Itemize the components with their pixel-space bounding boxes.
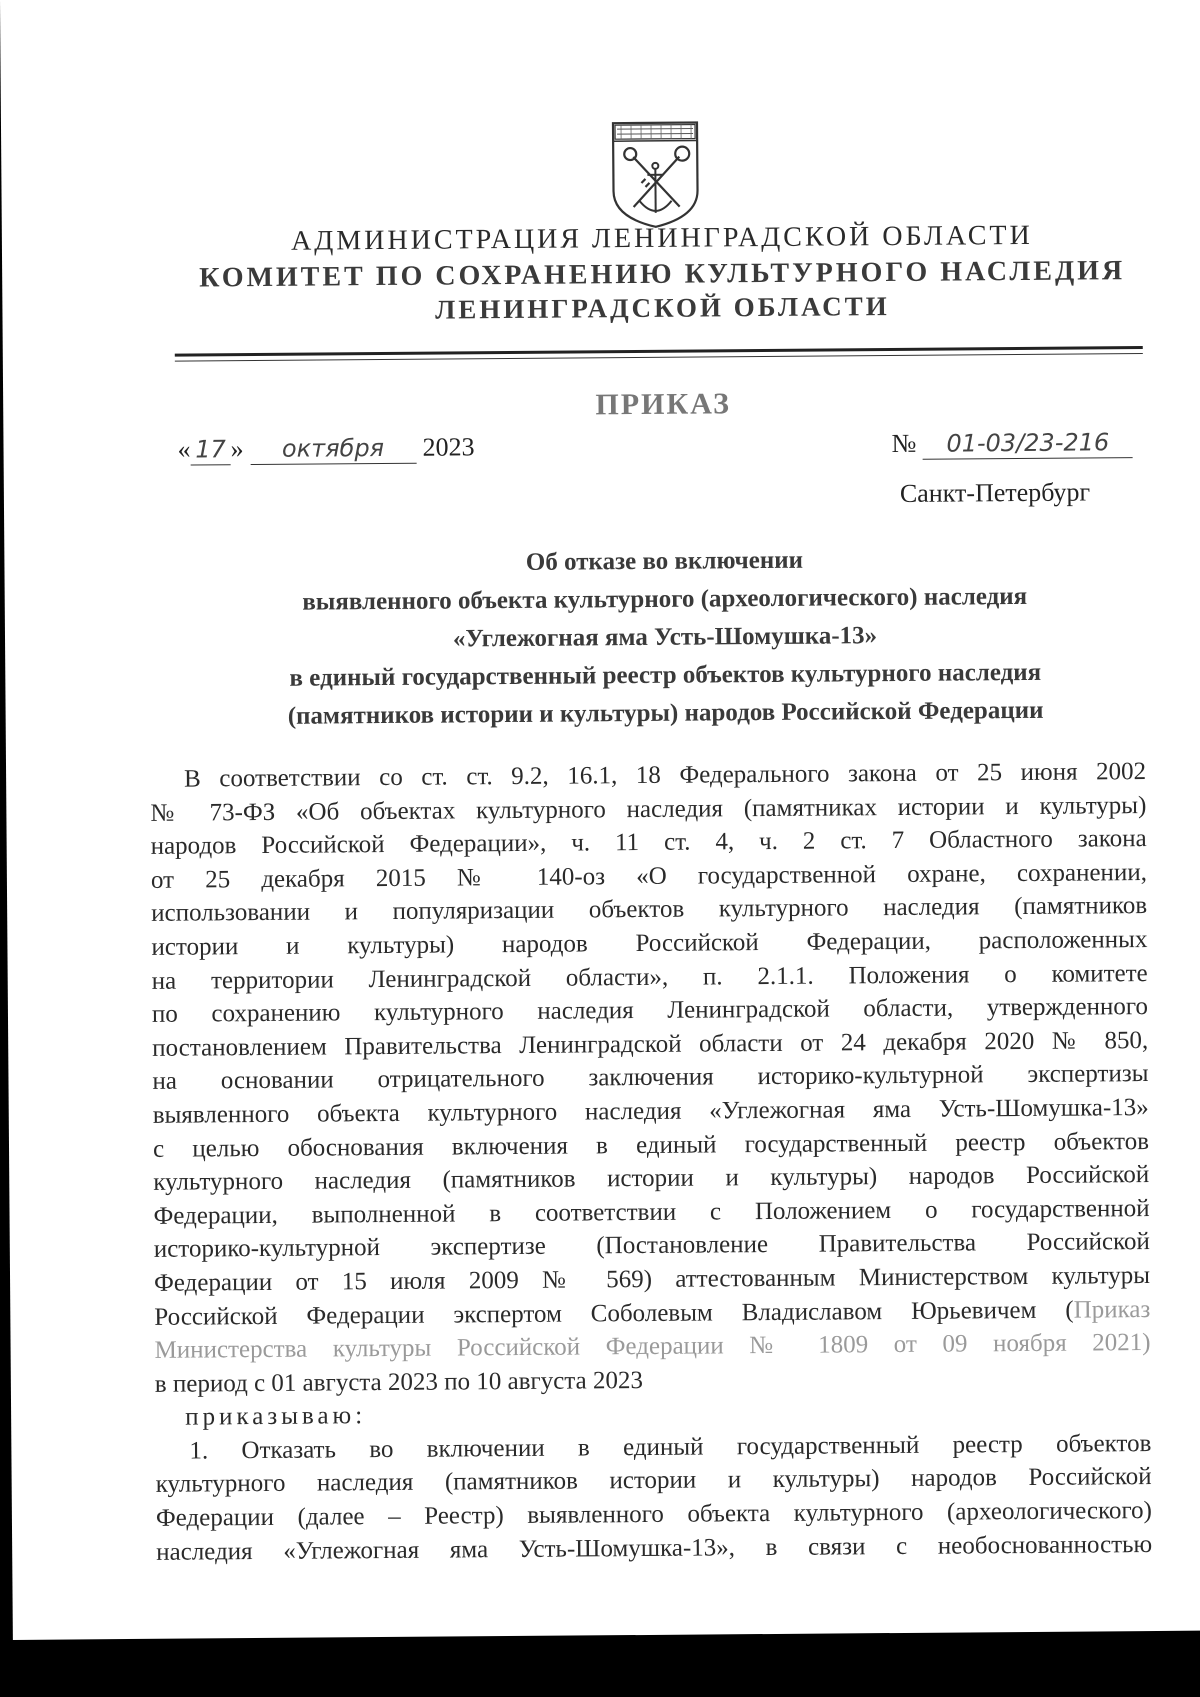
body-line: на территории Ленинградской области», п. 2.1.1. Положения о комитете	[151, 959, 1148, 995]
body-line: Федерации, выполненной в соответствии с Положением о государственной	[153, 1194, 1150, 1230]
order-word: приказываю:	[185, 1402, 367, 1431]
subject-line: Об отказе во включении	[525, 546, 804, 576]
body-line: от 25 декабря 2015 № 140-оз «О государственной охране, сохранении,	[150, 858, 1147, 894]
item-line: 1. Отказать во включении в единый государственный реестр объектов	[189, 1429, 1152, 1465]
body-line: В соответствии со ст. ст. 9.2, 16.1, 18 Федерального закона от 25 июня 2002	[184, 758, 1147, 793]
item-line: наследия «Углежогная яма Усть-Шомушка-13», в связи с необоснованностью	[156, 1530, 1153, 1566]
body-line: Федерации от 15 июля 2009 № 569) аттестованным Министерством культуры	[153, 1261, 1151, 1297]
date-open-quote: «	[177, 434, 191, 464]
body-line: истории и культуры) народов Российской Федерации, расположенных	[151, 925, 1148, 961]
body-line: народов Российской Федерации», ч. 11 ст. 4, ч. 2 ст. 7 Областного закона	[150, 825, 1147, 861]
body-line: с целью обоснования включения в единый государственный реестр объектов	[152, 1127, 1150, 1163]
coat-of-arms-emblem	[607, 116, 704, 229]
subject-line: «Углежогная яма Усть-Шомушка-13»	[452, 622, 878, 653]
number-sign: №	[891, 428, 917, 459]
document-body	[150, 755, 1152, 1569]
body-text-faded: Приказ	[1073, 1295, 1151, 1324]
date-day: 17	[190, 434, 230, 465]
body-text: Российской Федерации экспертом Соболевым Владиславом Юрьевичем (	[154, 1296, 1074, 1331]
body-line: историко-культурной экспертизе (Постановление Правительства Российской	[153, 1228, 1150, 1264]
subject-line: в единый государственный реестр объектов культурного наследия	[289, 658, 1042, 692]
body-line: выявленного объекта культурного наследия «Углежогная яма Усть-Шомушка-13»	[152, 1093, 1149, 1129]
document-date	[177, 432, 474, 465]
date-month: октября	[250, 433, 416, 465]
item-line: культурного наследия (памятников истории и культуры) народов Российской	[155, 1463, 1152, 1499]
body-line: на основании отрицательного заключения историко-культурной экспертизы	[152, 1060, 1149, 1096]
document-subject	[4, 538, 1200, 738]
body-line: использовании и популяризации объектов культурного наследия (памятников	[151, 892, 1148, 928]
subject-line: (памятников истории и культуры) народов Российской Федерации	[287, 696, 1044, 730]
document-number	[891, 427, 1133, 460]
date-close-quote: »	[230, 434, 244, 464]
body-line: по сохранению культурного наследия Ленинградской области, утвержденного	[151, 993, 1149, 1028]
body-line: в период с 01 августа 2023 по 10 августа 2023	[154, 1366, 644, 1398]
header-committee: КОМИТЕТ ПО СОХРАНЕНИЮ КУЛЬТУРНОГО НАСЛЕДИЯ	[199, 255, 1126, 294]
body-line: постановлением Правительства Ленинградской области от 24 декабря 2020 № 850,	[152, 1026, 1149, 1062]
number-value: 01-03/23-216	[923, 427, 1133, 460]
header-region: ЛЕНИНГРАДСКОЙ ОБЛАСТИ	[435, 291, 890, 325]
body-line-faded: Министерства культуры Российской Федерации № 1809 от 09 ноября 2021)	[154, 1329, 1151, 1364]
item-line: Федерации (далее – Реестр) выявленного объекта культурного (археологического)	[155, 1497, 1153, 1532]
header-administration: АДМИНИСТРАЦИЯ ЛЕНИНГРАДСКОЙ ОБЛАСТИ	[290, 219, 1033, 257]
body-line: культурного наследия (памятников истории и культуры) народов Российской	[153, 1161, 1150, 1196]
date-year: 2023	[422, 432, 475, 462]
body-line: № 73-ФЗ «Об объектах культурного наследия (памятниках истории и культуры)	[150, 791, 1147, 827]
document-city: Санкт-Петербург	[899, 477, 1091, 508]
document-type-title: ПРИКАЗ	[595, 387, 732, 422]
subject-line: выявленного объекта культурного (археологического) наследия	[302, 582, 1028, 616]
